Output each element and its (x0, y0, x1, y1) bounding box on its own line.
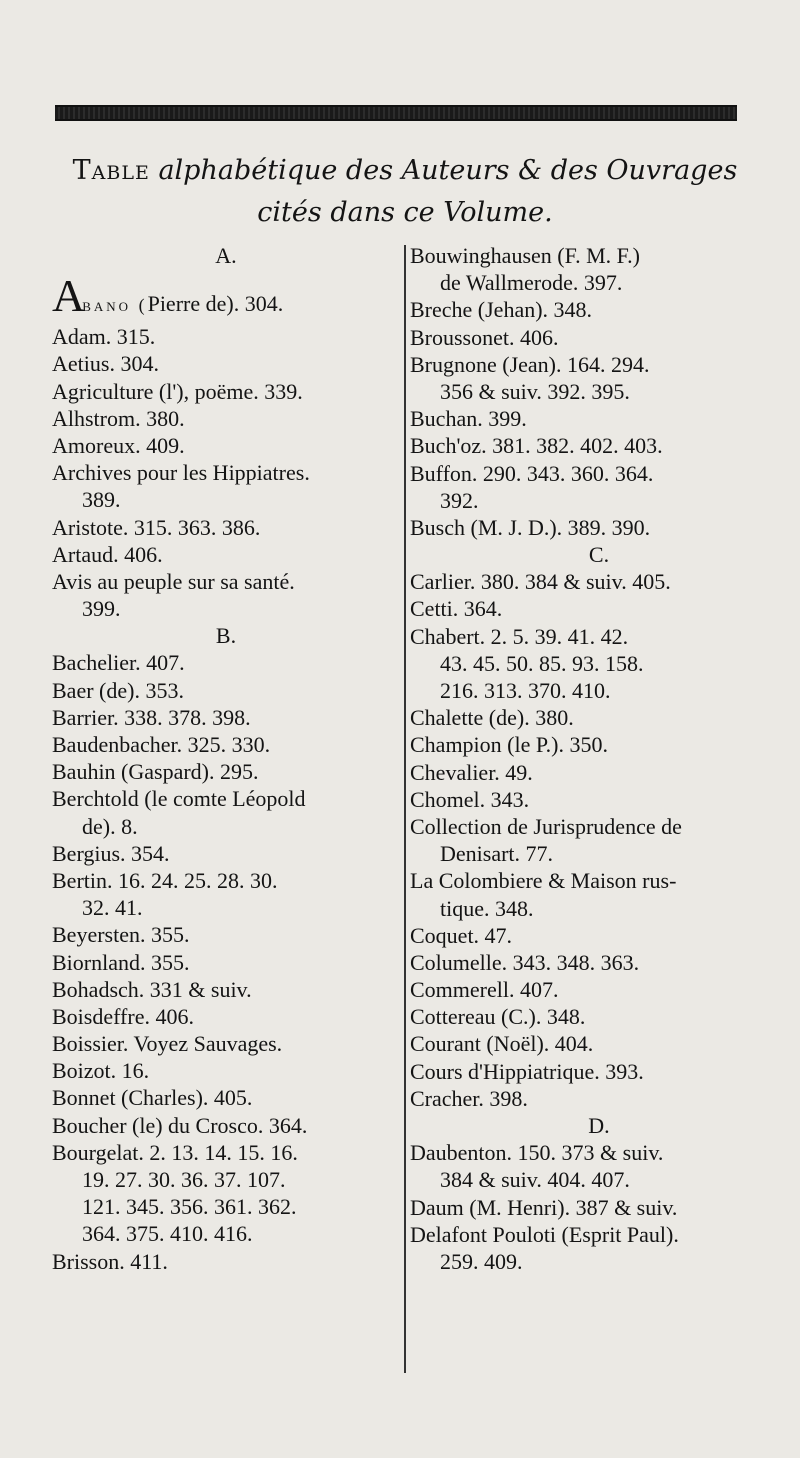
title-lead: Table (72, 155, 150, 186)
index-entry-continuation: 259. 409. (440, 1248, 523, 1274)
index-entry: Columelle. 343. 348. 363. (410, 949, 640, 975)
index-entry: Bourgelat. 2. 13. 14. 15. 16. (52, 1139, 298, 1165)
index-entry: Cours d'Hippiatrique. 393. (410, 1058, 644, 1084)
index-entry: Cottereau (C.). 348. (410, 1004, 586, 1030)
index-entry-continuation: 384 & suiv. 404. 407. (440, 1167, 630, 1193)
index-entry: Baer (de). 353. (52, 677, 184, 703)
right-index-column (410, 242, 788, 1275)
index-entry-continuation: de Wallmerode. 397. (440, 270, 623, 296)
index-entry: Baudenbacher. 325. 330. (52, 732, 271, 757)
title-line-1-text: alphabétique des Auteurs & des Ouvrages (158, 155, 738, 186)
index-entry: Archives pour les Hippiatres. (52, 460, 310, 486)
index-entry: Daum (M. Henri). 387 & suiv. (410, 1194, 678, 1220)
index-entry: Delafont Pouloti (Esprit Paul). (410, 1221, 679, 1247)
index-entry: Bachelier. 407. (52, 650, 185, 676)
index-entry-continuation: Denisart. 77. (440, 841, 554, 867)
index-entry (52, 269, 400, 323)
index-entry: Chabert. 2. 5. 39. 41. 42. (410, 623, 629, 649)
index-entry: Amoreux. 409. (52, 432, 185, 458)
index-entry: Adam. 315. (52, 324, 156, 350)
index-entry-continuation: 364. 375. 410. 416. (82, 1221, 253, 1247)
index-entry: Boucher (le) du Crosco. 364. (52, 1112, 308, 1138)
index-entry-continuation: 43. 45. 50. 85. 93. 158. (440, 650, 644, 676)
index-entry: Chalette (de). 380. (410, 705, 574, 731)
section-letter: B. (215, 623, 237, 649)
index-entry: Bouwinghausen (F. M. F.) (410, 243, 640, 268)
section-letter: C. (588, 542, 610, 568)
index-entry: Beyersten. 355. (52, 922, 190, 948)
index-entry: Cracher. 398. (410, 1085, 528, 1111)
index-entry-continuation: 356 & suiv. 392. 395. (440, 378, 630, 404)
drop-cap-rest: bano ( (82, 295, 148, 316)
index-entry: Boissier. Voyez Sauvages. (52, 1031, 283, 1057)
section-letter: D. (588, 1113, 610, 1138)
section-letter: A. (215, 243, 237, 268)
index-entry: Brisson. 411. (52, 1248, 168, 1274)
index-entry: Breche (Jehan). 348. (410, 297, 593, 323)
index-entry-continuation: tique. 348. (440, 895, 534, 921)
index-entry: Alhstrom. 380. (52, 405, 185, 431)
index-entry: Coquet. 47. (410, 922, 513, 948)
drop-cap-letter: A (52, 270, 83, 322)
index-entry-continuation: 216. 313. 370. 410. (440, 678, 611, 703)
index-entry: Chomel. 343. (410, 786, 530, 812)
index-entry: Champion (le P.). 350. (410, 732, 608, 758)
title-line-2: cités dans ce Volume. (257, 197, 553, 228)
index-entry: Daubenton. 150. 373 & suiv. (410, 1140, 664, 1166)
left-index-column (52, 242, 400, 1275)
index-entry-continuation: 389. (82, 487, 121, 513)
index-entry-continuation: 399. (82, 596, 121, 622)
index-entry: Aetius. 304. (52, 351, 159, 377)
index-entry: Buch'oz. 381. 382. 402. 403. (410, 433, 663, 459)
index-entry: Bohadsch. 331 & suiv. (52, 976, 252, 1002)
index-title (55, 150, 755, 234)
index-entry: Barrier. 338. 378. 398. (52, 704, 251, 730)
index-entry: La Colombiere & Maison rus- (410, 868, 677, 894)
index-entry: Bergius. 354. (52, 840, 170, 866)
index-entry: Collection de Jurisprudence de (410, 813, 682, 839)
index-entry: Chevalier. 49. (410, 759, 533, 785)
index-entry-continuation: 392. (440, 487, 479, 513)
index-entry: Berchtold (le comte Léopold (52, 786, 306, 812)
index-entry: Buchan. 399. (410, 406, 527, 432)
column-divider (404, 245, 406, 1373)
index-entry: Buffon. 290. 343. 360. 364. (410, 460, 654, 486)
index-entry-text: Pierre de). 304. (147, 291, 284, 317)
index-entry: Carlier. 380. 384 & suiv. 405. (410, 569, 671, 595)
index-entry: Artaud. 406. (52, 541, 163, 567)
index-entry-continuation: 121. 345. 356. 361. 362. (82, 1194, 297, 1220)
index-entry: Boisdeffre. 406. (52, 1003, 194, 1029)
ornamental-rule (55, 105, 737, 121)
index-entry: Boizot. 16. (52, 1058, 150, 1084)
title-line-1 (55, 150, 755, 192)
index-entry: Busch (M. J. D.). 389. 390. (410, 514, 651, 540)
index-entry: Biornland. 355. (52, 949, 190, 975)
index-entry: Commerell. 407. (410, 977, 559, 1003)
index-entry: Cetti. 364. (410, 596, 503, 622)
index-entry: Bertin. 16. 24. 25. 28. 30. (52, 867, 278, 893)
index-entry-continuation: de). 8. (82, 813, 138, 839)
index-entry: Courant (Noël). 404. (410, 1031, 594, 1057)
index-entry: Brugnone (Jean). 164. 294. (410, 351, 650, 377)
index-entry: Aristote. 315. 363. 386. (52, 514, 261, 540)
index-entry: Bonnet (Charles). 405. (52, 1085, 253, 1111)
index-entry-continuation: 32. 41. (82, 895, 143, 921)
index-entry-continuation: 19. 27. 30. 36. 37. 107. (82, 1167, 286, 1192)
index-entry: Agriculture (l'), poëme. 339. (52, 378, 303, 404)
index-entry: Broussonet. 406. (410, 324, 559, 350)
index-entry: Avis au peuple sur sa santé. (52, 568, 295, 594)
index-entry: Bauhin (Gaspard). 295. (52, 759, 259, 785)
